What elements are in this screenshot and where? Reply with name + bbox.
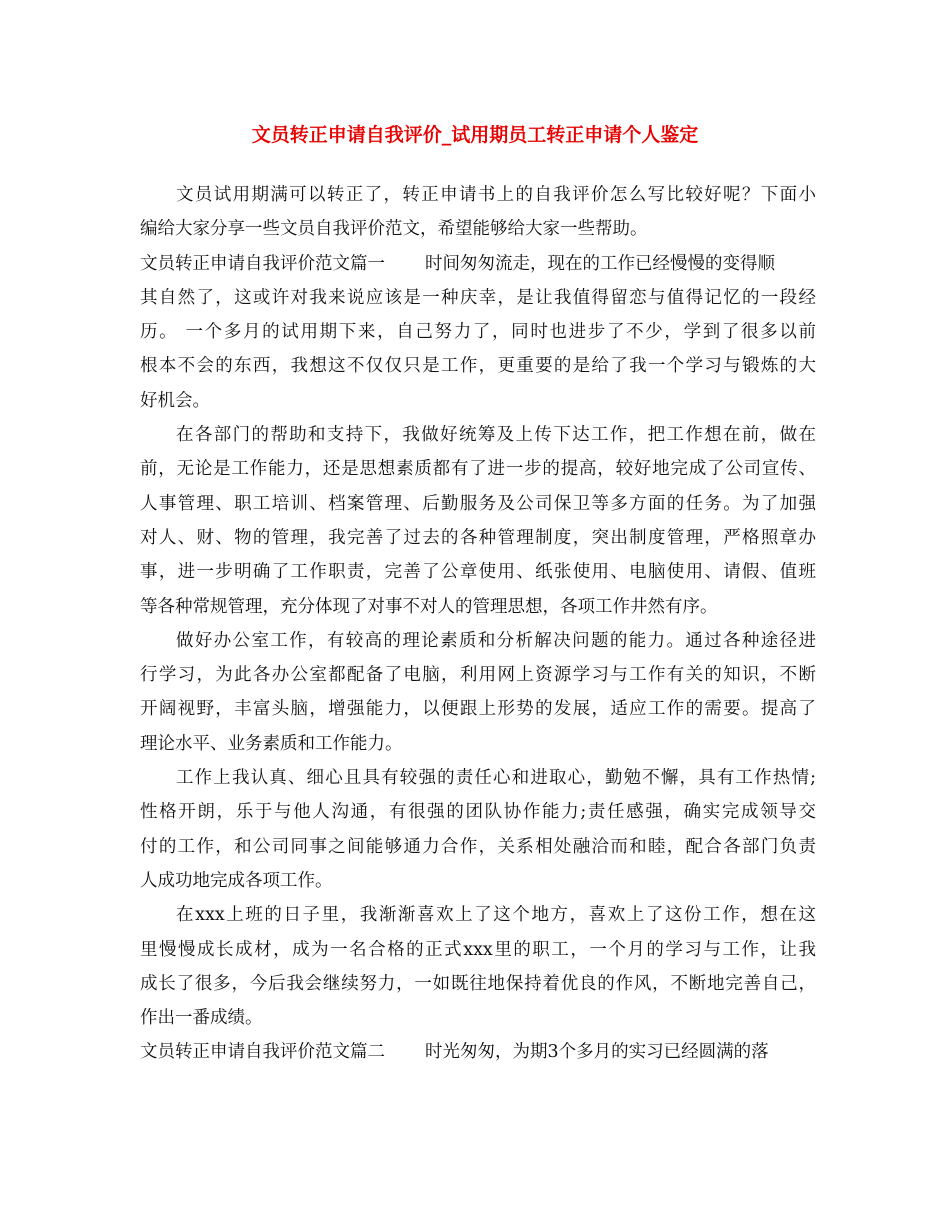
- section-heading: 文员转正申请自我评价范文篇一: [140, 253, 385, 274]
- text-line: 好机会。: [140, 390, 210, 411]
- text-line: 时光匆匆，为期3个多月的实习已经圆满的落: [425, 1042, 769, 1063]
- text-line: 性格开朗，乐于与他人沟通，有很强的团队协作能力;责任感强，确实完成领导交: [140, 802, 816, 823]
- text-line: 事，进一步明确了工作职责，完善了公章使用、纸张使用、电脑使用、请假、值班: [140, 562, 816, 583]
- text-line: 历。 一个多月的试用期下来，自己努力了，同时也进步了不少，学到了很多以前: [140, 322, 816, 343]
- text-line: 做好办公室工作，有较高的理论素质和分析解决问题的能力。通过各种途径进: [176, 630, 816, 651]
- text-line: 行学习，为此各办公室都配备了电脑，利用网上资源学习与工作有关的知识，不断: [140, 665, 816, 686]
- text-line: 在xxx上班的日子里，我渐渐喜欢上了这个地方，喜欢上了这份工作，想在这: [176, 905, 816, 926]
- text-line: 前，无论是工作能力，还是思想素质都有了进一步的提高，较好地完成了公司宣传、: [140, 459, 816, 480]
- text-line: 其自然了，这或许对我来说应该是一种庆幸，是让我值得留恋与值得记忆的一段经: [140, 287, 816, 308]
- text-line: 文员试用期满可以转正了，转正申请书上的自我评价怎么写比较好呢？下面小: [176, 185, 816, 205]
- section-heading-line: [140, 1035, 816, 1069]
- text-line: 人事管理、职工培训、档案管理、后勤服务及公司保卫等多方面的任务。为了加强: [140, 493, 816, 514]
- text-line: 时间匆匆流走，现在的工作已经慢慢的变得顺: [425, 253, 775, 274]
- text-line: 工作上我认真、细心且具有较强的责任心和进取心，勤勉不懈，具有工作热情;: [176, 768, 816, 789]
- text-line: 编给大家分享一些文员自我评价范文，希望能够给大家一些帮助。: [140, 219, 648, 240]
- document-body: [140, 178, 816, 1070]
- text-line: 人成功地完成各项工作。: [140, 870, 333, 891]
- text-line: 作出一番成绩。: [140, 1008, 263, 1029]
- document-title: 文员转正申请自我评价_试用期员工转正申请个人鉴定: [251, 124, 699, 146]
- text-line: 理论水平、业务素质和工作能力。: [140, 733, 403, 754]
- section-heading-line: [140, 247, 816, 281]
- text-line: 付的工作，和公司同事之间能够通力合作，关系相处融洽而和睦，配合各部门负责: [140, 836, 816, 857]
- section-heading: 文员转正申请自我评价范文篇二: [140, 1042, 385, 1063]
- text-line: 在各部门的帮助和支持下，我做好统筹及上传下达工作，把工作想在前，做在: [176, 425, 816, 446]
- text-line: 开阔视野，丰富头脑，增强能力，以便跟上形势的发展，适应工作的需要。提高了: [140, 699, 816, 720]
- text-line: 成长了很多，今后我会继续努力，一如既往地保持着优良的作风，不断地完善自己，: [140, 973, 816, 994]
- text-line: 对人、财、物的管理，我完善了过去的各种管理制度，突出制度管理，严格照章办: [140, 527, 816, 548]
- text-line: 根本不会的东西，我想这不仅仅只是工作，更重要的是给了我一个学习与锻炼的大: [140, 356, 816, 377]
- text-line: 里慢慢成长成材，成为一名合格的正式xxx里的职工，一个月的学习与工作，让我: [140, 939, 816, 960]
- text-line: 等各种常规管理，充分体现了对事不对人的管理思想，各项工作井然有序。: [140, 596, 718, 617]
